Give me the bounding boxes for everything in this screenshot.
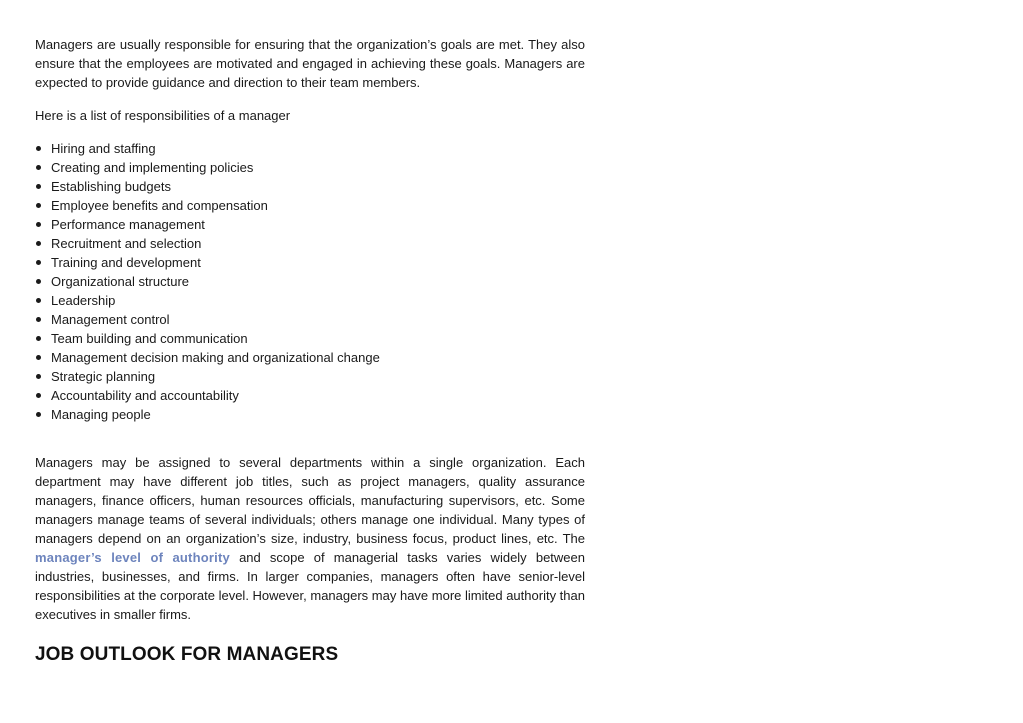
departments-paragraph bbox=[35, 453, 585, 624]
article-body bbox=[35, 35, 585, 666]
list-item: Team building and communication bbox=[35, 329, 585, 348]
list-item: Performance management bbox=[35, 215, 585, 234]
list-item: Management control bbox=[35, 310, 585, 329]
list-item: Employee benefits and compensation bbox=[35, 196, 585, 215]
list-item: Establishing budgets bbox=[35, 177, 585, 196]
list-item: Hiring and staffing bbox=[35, 139, 585, 158]
departments-text-start: Managers may be assigned to several departments within a single organization. Each department may have different job titles, such as project managers, quality assurance managers, finance officers, human resources officials, manufacturing supervisors, etc. Some managers manage teams of several individuals; others manage one individual. Many types of managers depend on an organization’s size, industry, business focus, product lines, etc. The bbox=[35, 455, 585, 546]
list-item: Leadership bbox=[35, 291, 585, 310]
list-item: Strategic planning bbox=[35, 367, 585, 386]
section-spacer bbox=[35, 424, 585, 453]
responsibilities-list bbox=[35, 139, 585, 424]
intro-paragraph: Managers are usually responsible for ensuring that the organization’s goals are met. They also ensure that the employees are motivated and engaged in achieving these goals. Managers are expected to provide guidance and direction to their team members. bbox=[35, 37, 585, 90]
list-item: Creating and implementing policies bbox=[35, 158, 585, 177]
list-item: Training and development bbox=[35, 253, 585, 272]
authority-link[interactable]: manager’s level of authority bbox=[35, 550, 230, 565]
list-item: Managing people bbox=[35, 405, 585, 424]
list-item: Organizational structure bbox=[35, 272, 585, 291]
list-item: Recruitment and selection bbox=[35, 234, 585, 253]
list-item: Accountability and accountability bbox=[35, 386, 585, 405]
departments-text-end: and scope of managerial tasks varies widely between industries, businesses, and firms. In larger companies, managers often have senior-level responsibilities at the corporate level. However, managers may have more limited authority than executives in smaller firms. bbox=[35, 550, 585, 622]
list-item: Management decision making and organizational change bbox=[35, 348, 585, 367]
list-lead-text: Here is a list of responsibilities of a manager bbox=[35, 108, 291, 123]
section-heading: JOB OUTLOOK FOR MANAGERS bbox=[35, 644, 339, 665]
